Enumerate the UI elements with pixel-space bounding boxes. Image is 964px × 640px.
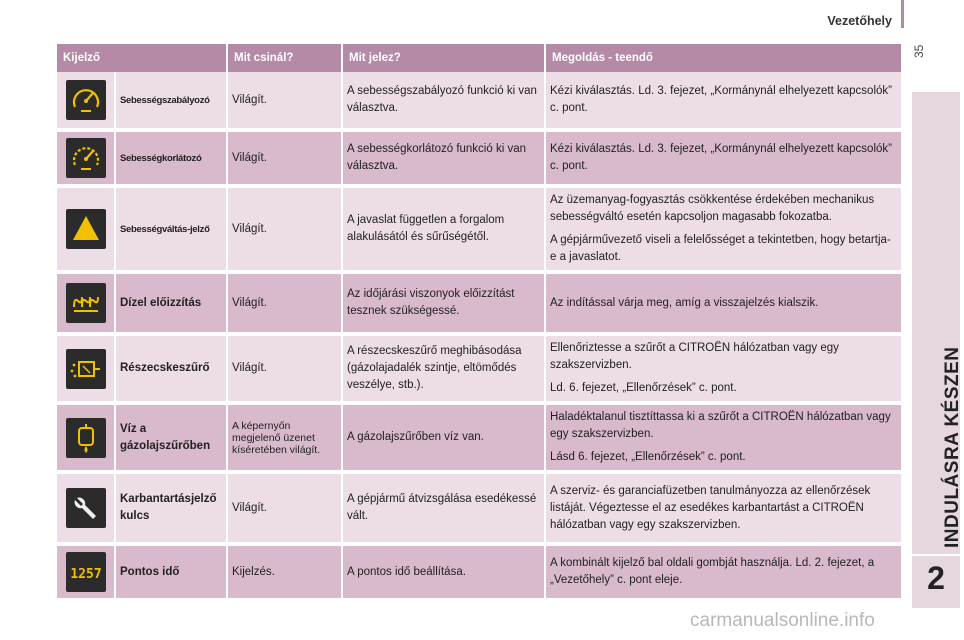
indicator-action: Haladéktalanul tisztíttassa ki a szűrőt a CITROËN hálózatban vagy egy szakszervizben.: [550, 411, 891, 440]
glow-plug-icon: [66, 283, 106, 323]
table-row: [57, 334, 902, 403]
indicator-does: Világít.: [227, 272, 342, 334]
indicator-does: Világít.: [227, 472, 342, 544]
indicator-means: A gázolajszűrőben víz van.: [342, 403, 545, 472]
table-row: [57, 272, 902, 334]
column-header-action: Megoldás - teendő: [545, 44, 902, 72]
indicator-does: Világít.: [227, 72, 342, 130]
indicator-name: Sebességváltás-jelző: [115, 186, 227, 272]
page-header-title: Vezetőhely: [827, 14, 892, 28]
indicator-action-note: Lásd 6. fejezet, „Ellenőrzések” c. pont.: [550, 451, 746, 463]
page-number: 35: [912, 44, 926, 58]
indicator-action: Kézi kiválasztás. Ld. 3. fejezet, „Kormánynál elhelyezett kapcsolók” c. pont.: [545, 72, 902, 130]
column-header-display: Kijelző: [57, 44, 227, 72]
indicator-action: A kombinált kijelző bal oldali gombját használja. Ld. 2. fejezet, a „Vezetőhely” c. pont eleje.: [545, 544, 902, 600]
indicator-action: Kézi kiválasztás. Ld. 3. fejezet, „Kormánynál elhelyezett kapcsolók” c. pont.: [545, 130, 902, 186]
indicator-name: Dízel előizzítás: [115, 272, 227, 334]
table-header-row: [57, 44, 902, 72]
table-row: [57, 544, 902, 600]
indicator-does: Kijelzés.: [227, 544, 342, 600]
indicator-name: Pontos idő: [115, 544, 227, 600]
watermark: carmanualsonline.info: [690, 610, 875, 631]
header-accent-bar: [901, 0, 904, 28]
indicator-name: Sebességszabályozó: [115, 72, 227, 130]
indicator-means: A részecskeszűrő meghibásodása (gázolajadalék szintje, eltömődés veszélye, stb.).: [342, 334, 545, 403]
indicator-does: Világít.: [227, 130, 342, 186]
indicator-action: Ellenőriztesse a szűrőt a CITROËN hálózatban vagy egy szakszervizben.: [550, 342, 839, 371]
particle-filter-icon: [66, 349, 106, 389]
gear-shift-arrow-icon: [66, 209, 106, 249]
indicator-action-note: Ld. 6. fejezet, „Ellenőrzések” c. pont.: [550, 382, 737, 394]
indicator-means: A sebességszabályozó funkció ki van választva.: [342, 72, 545, 130]
speedometer-cruise-icon: [66, 80, 106, 120]
wrench-icon: [66, 488, 106, 528]
indicator-means: A sebességkorlátozó funkció ki van választva.: [342, 130, 545, 186]
indicator-means: A pontos idő beállítása.: [342, 544, 545, 600]
speedometer-limiter-icon: [66, 138, 106, 178]
indicator-table: [57, 44, 903, 602]
indicator-name: Részecskeszűrő: [115, 334, 227, 403]
indicator-name: Sebességkorlátozó: [115, 130, 227, 186]
table-row: [57, 403, 902, 472]
clock-digits: 1257: [69, 567, 102, 582]
indicator-action-note: A gépjárművezető viseli a felelősséget a tekintetben, hogy betartja-e a javaslatot.: [550, 234, 891, 263]
table-row: [57, 186, 902, 272]
indicator-does: Világít.: [227, 334, 342, 403]
indicator-action: Az indítással várja meg, amíg a visszajelzés kialszik.: [545, 272, 902, 334]
indicator-name: Víz a gázolajszűrőben: [115, 403, 227, 472]
column-header-means: Mit jelez?: [342, 44, 545, 72]
indicator-means: A gépjármű átvizsgálása esedékessé vált.: [342, 472, 545, 544]
indicator-action: Az üzemanyag-fogyasztás csökkentése érdekében mechanikus sebességváltó esetén kapcsoljon magasabb fokozatba.: [550, 194, 875, 223]
indicator-means: Az időjárási viszonyok előizzítást tesznek szükségessé.: [342, 272, 545, 334]
chapter-number: 2: [927, 560, 945, 596]
indicator-name: Karbantartásjelző kulcs: [115, 472, 227, 544]
indicator-means: A javaslat független a forgalom alakulásától és sűrűségétől.: [342, 186, 545, 272]
indicator-does: Világít.: [227, 186, 342, 272]
table-row: [57, 72, 902, 130]
table-row: [57, 130, 902, 186]
indicator-action: A szerviz- és garanciafüzetben tanulmányozza az ellenőrzések listáját. Végeztesse el az esedékes karbantartást a CITROËN hálózatban vagy egy szakszervizben.: [545, 472, 902, 544]
table-row: [57, 472, 902, 544]
digital-clock-icon: [66, 552, 106, 592]
water-in-diesel-icon: [66, 418, 106, 458]
indicator-does: A képernyőn megjelenő üzenet kíséretében világít.: [227, 403, 342, 472]
section-title: INDULÁSRA KÉSZEN: [942, 346, 963, 548]
column-header-does: Mit csinál?: [227, 44, 342, 72]
